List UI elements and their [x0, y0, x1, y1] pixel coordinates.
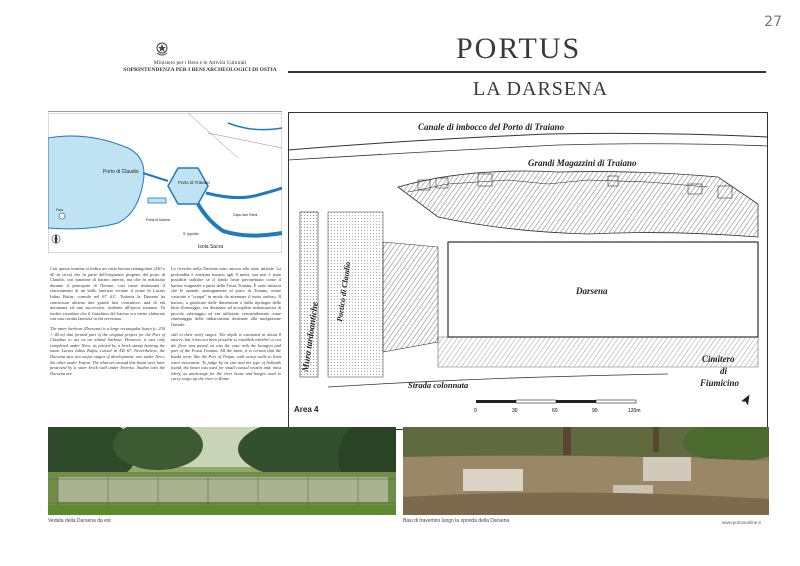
label-porto-claudio: Porto di Claudio	[103, 169, 139, 175]
caption-left: Veduta della Darsena da est	[48, 518, 111, 524]
page-subtitle: LA DARSENA	[473, 78, 609, 100]
label-faro: Faro	[56, 208, 64, 212]
ministry-name: Ministero per i Beni e le Attività Culturali	[153, 60, 247, 66]
photo-travertine-bases	[403, 427, 769, 515]
label-porto-traiano: Porto di Traiano	[178, 180, 210, 185]
label-magazzini: Grandi Magazzini di Traiano	[528, 158, 637, 168]
label-darsena: Darsena	[576, 286, 608, 296]
site-url: www.portusonline.it	[722, 520, 761, 525]
location-map	[48, 113, 282, 253]
text-en-p2: still in their early stages. The depth is estimated at about 8 metres, but it has not been possible to establish whether or not the floor was paved, as was the case with the hexagon and part of the Fossa Traiana. All the same, it is certain that the banks were, like the Port of Trajan, with scarp walls to limit wave movement. To judge by its size and the type of bollards found, the basin was used for small coastal vessels and, most likely, as anchorage for the river boats and barges used to carry cargo up the river to Rome.	[171, 331, 281, 382]
label-mura: Mura tardoantiche	[300, 301, 320, 373]
text-en-p1: The inner harbour (Darsena) is a large rectangular basin (c. 230 × 40 m) that formed part of the original project for the Port of Claudius to act as an inland harbour. However, it was only completed under Nero, as proved by a brick stamp bearing the name Lucius Iulius Rufus, consul in AD 67. Nevertheless, the Darsena saw two major stages of development: one under Nero, the other under Trajan. The wharves around this basin were later protected by a outer brick wall under Severus. Studies into the Darsena are	[50, 325, 165, 376]
label-cimitero-3: Fiumicino	[700, 378, 740, 388]
label-area: Area 4	[294, 405, 319, 414]
soprintendenza-name: SOPRINTENDENZA PER I BENI ARCHEOLOGICI DI OSTIA	[123, 66, 277, 73]
text-it-p2: Le ricerche nella Darsena sono ancora allo stato iniziale. La profondità è attestata intorno agli 8 metri, ma non è stato possibile stabilire se il fondo fosse pavimentato come il bacino esagonale e parte della Fossa Traiana. È certo tuttavia che le sponde, analogamente al porto di Traiano, erano costruite a "scarpa" in modo da attenuare il moto ondoso. Il bacino, a giudicare dalle dimensioni e dalla tipologia delle bitte d'ormeggio, era destinato ad accogliere imbarcazioni di piccolo cabotaggio ed era utilizzato verosimilmente come rimessaggio delle imbarcazioni destinate alla navigazione fluviale.	[171, 266, 281, 327]
label-strada: Strada colonnata	[408, 380, 469, 390]
photo-darsena-view	[48, 427, 396, 515]
label-porta-marina: Porta di Marina	[146, 218, 170, 222]
scale-tick-0: 0	[474, 408, 477, 414]
title-rule	[288, 71, 766, 73]
darsena-plan	[288, 112, 768, 430]
caption-right: Basi di travertino lungo la sponda della Darsena	[403, 518, 510, 524]
text-it-p1: Con questo termine si indica un vasto bacino rettangolare (230 x 40 m circa) che fu parte dell'originario progetto del porto di Claudio, con funzione di bacino interno, ma che fu realizzato durante il principato di Nerone, così come testimonia il ritrovamento di un bollo laterizio recante il nome di Lucius Iulius Rufus, console nel 67 d.C. Tuttavia la Darsena ha conosciuto almeno due grandi fasi costruttive, una di età neroniana ed una successiva, risalente all'epoca traianea. Va inoltre ricordato che il fianchino del bacino era meno elaborato con una cortina laterizia in età severiana.	[50, 266, 165, 322]
label-isola-sacra: Isola Sacra	[198, 244, 224, 250]
page-title: PORTUS	[456, 32, 582, 65]
label-canale: Canale di imbocco del Porto di Traiano	[418, 122, 565, 132]
ministry-header	[120, 60, 280, 73]
label-cimitero-2: di	[720, 366, 728, 376]
page-number: 27	[764, 14, 782, 30]
scale-tick-2: 60	[552, 408, 558, 414]
label-capo-due-rami: Capo due Rami	[233, 213, 258, 217]
label-portico: Portico di Claudio	[335, 261, 353, 323]
scale-tick-4: 120m	[628, 408, 641, 414]
label-cimitero-1: Cimitero	[702, 354, 735, 364]
label-s-ippolito: S. Ippolito	[183, 232, 199, 236]
text-column-right	[171, 266, 281, 386]
scale-tick-1: 30	[512, 408, 518, 414]
scale-tick-3: 90	[592, 408, 598, 414]
republic-emblem-icon	[154, 40, 170, 58]
left-divider	[48, 111, 282, 112]
text-column-left	[50, 266, 165, 380]
